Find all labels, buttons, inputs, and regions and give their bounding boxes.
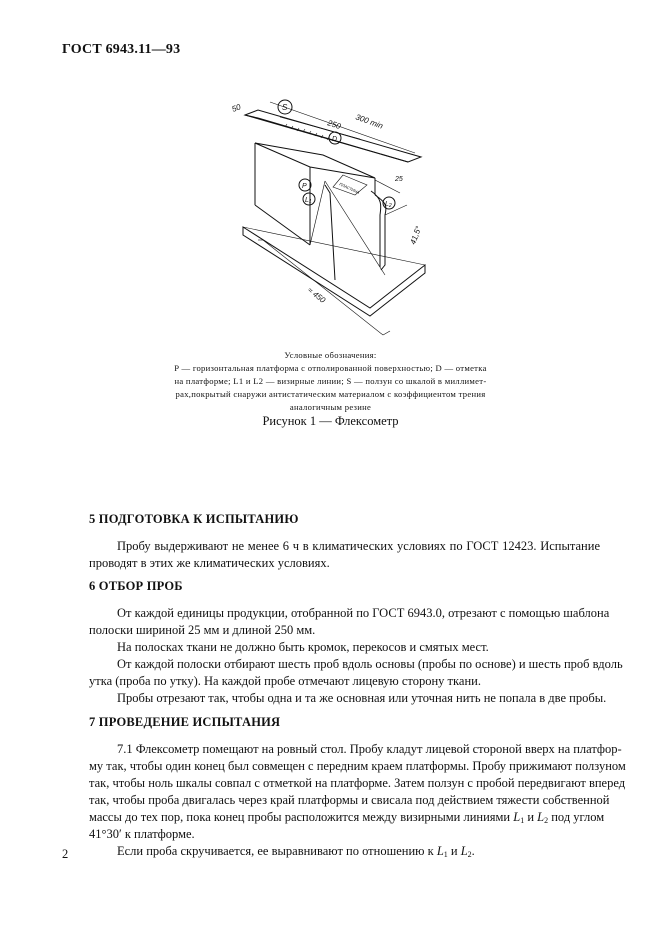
dim-300: 300 min xyxy=(354,112,385,131)
label-p: P xyxy=(302,183,307,190)
figure-legend xyxy=(120,349,541,414)
dim-angle: 41,5° xyxy=(408,224,424,246)
legend-line-3: рах,покрытый снаружи антистатическим материалом с коэффициентом трения xyxy=(175,389,486,399)
sight-frame-front xyxy=(325,185,335,280)
section-6-paragraph-4: Пробы отрезают так, чтобы одна и та же основная или уточная нить не попала в две пробы. xyxy=(117,691,607,705)
label-l1: L1 xyxy=(305,197,312,205)
dim-50: 50 xyxy=(230,102,243,114)
label-d: D xyxy=(332,136,338,143)
dim-250: 250 xyxy=(326,118,342,132)
section-7-paragraph-1: 7.1 Флексометр помещают на ровный стол. Пробу кладут лицевой стороной вверх на платфор- му так, чтобы один конец был совмещен с передним краем платформы. Пробу прижимают ползуном так, чтобы ноль шкалы совпал с отметкой на платформе. Затем ползун с пробой передвигают вперед так, чтобы проба двигалась через край платформы и свисала под действием тяжести собственной массы до тех пор, пока конец пробы расположится между визирными линиями $L_1$ и $L_2$ под углом 41°30′ к платформе. xyxy=(89,742,626,841)
figure-caption: Рисунок 1 — Флексометр xyxy=(262,414,399,428)
platform-top xyxy=(255,143,375,178)
section-6-paragraph-2: На полосках ткани не должно быть кромок, перекосов и смятых мест. xyxy=(117,640,489,654)
section-5-paragraph: Пробу выдерживают не менее 6 ч в климатических условиях по ГОСТ 12423. Испытание проводят в этих же климатических условиях. xyxy=(89,539,600,570)
document-header: ГОСТ 6943.11—93 xyxy=(62,42,181,57)
page-number: 2 xyxy=(62,847,69,861)
section-7-title: 7 ПРОВЕДЕНИЕ ИСПЫТАНИЯ xyxy=(89,715,281,729)
section-6-title: 6 ОТБОР ПРОБ xyxy=(89,579,183,593)
line-with-sight-lines: массы до тех пор, пока конец пробы расположится между визирными линиями $L_1$ и $L_2$ под углом xyxy=(89,810,605,825)
base-plate xyxy=(243,227,425,316)
section-7-paragraph-2: Если проба скручивается, ее выравнивают по отношению к $L_1$ и $L_2$. xyxy=(117,844,475,859)
legend-line-2: на платформе; L1 и L2 — визирные линии; S — ползун со шкалой в миллимет- xyxy=(174,376,487,386)
label-s: S xyxy=(282,103,288,112)
section-6-paragraph-3: От каждой полоски отбирают шесть проб вдоль основы (пробы по основе) и шесть проб вдоль утка (проба по утку). На каждой пробе отмечают лицевую сторону ткани. xyxy=(89,657,623,688)
legend-title: Условные обозначения: xyxy=(284,350,377,360)
section-5-title: 5 ПОДГОТОВКА К ИСПЫТАНИЮ xyxy=(89,512,299,526)
label-plate: ПЛАСТИНА xyxy=(338,181,361,196)
label-l2: L2 xyxy=(385,201,392,209)
dim-25: 25 xyxy=(395,176,403,183)
flexometer-figure xyxy=(225,95,475,345)
section-6-paragraph-1: От каждой единицы продукции, отобранной по ГОСТ 6943.0, отрезают с помощью шаблона полоски шириной 25 мм и длиной 250 мм. xyxy=(89,606,610,637)
dim-450: ≈ 450 xyxy=(305,285,328,305)
legend-line-1: P — горизонтальная платформа с отполированной поверхностью; D — отметка xyxy=(174,363,487,373)
legend-line-4: аналогичным резине xyxy=(289,402,372,412)
